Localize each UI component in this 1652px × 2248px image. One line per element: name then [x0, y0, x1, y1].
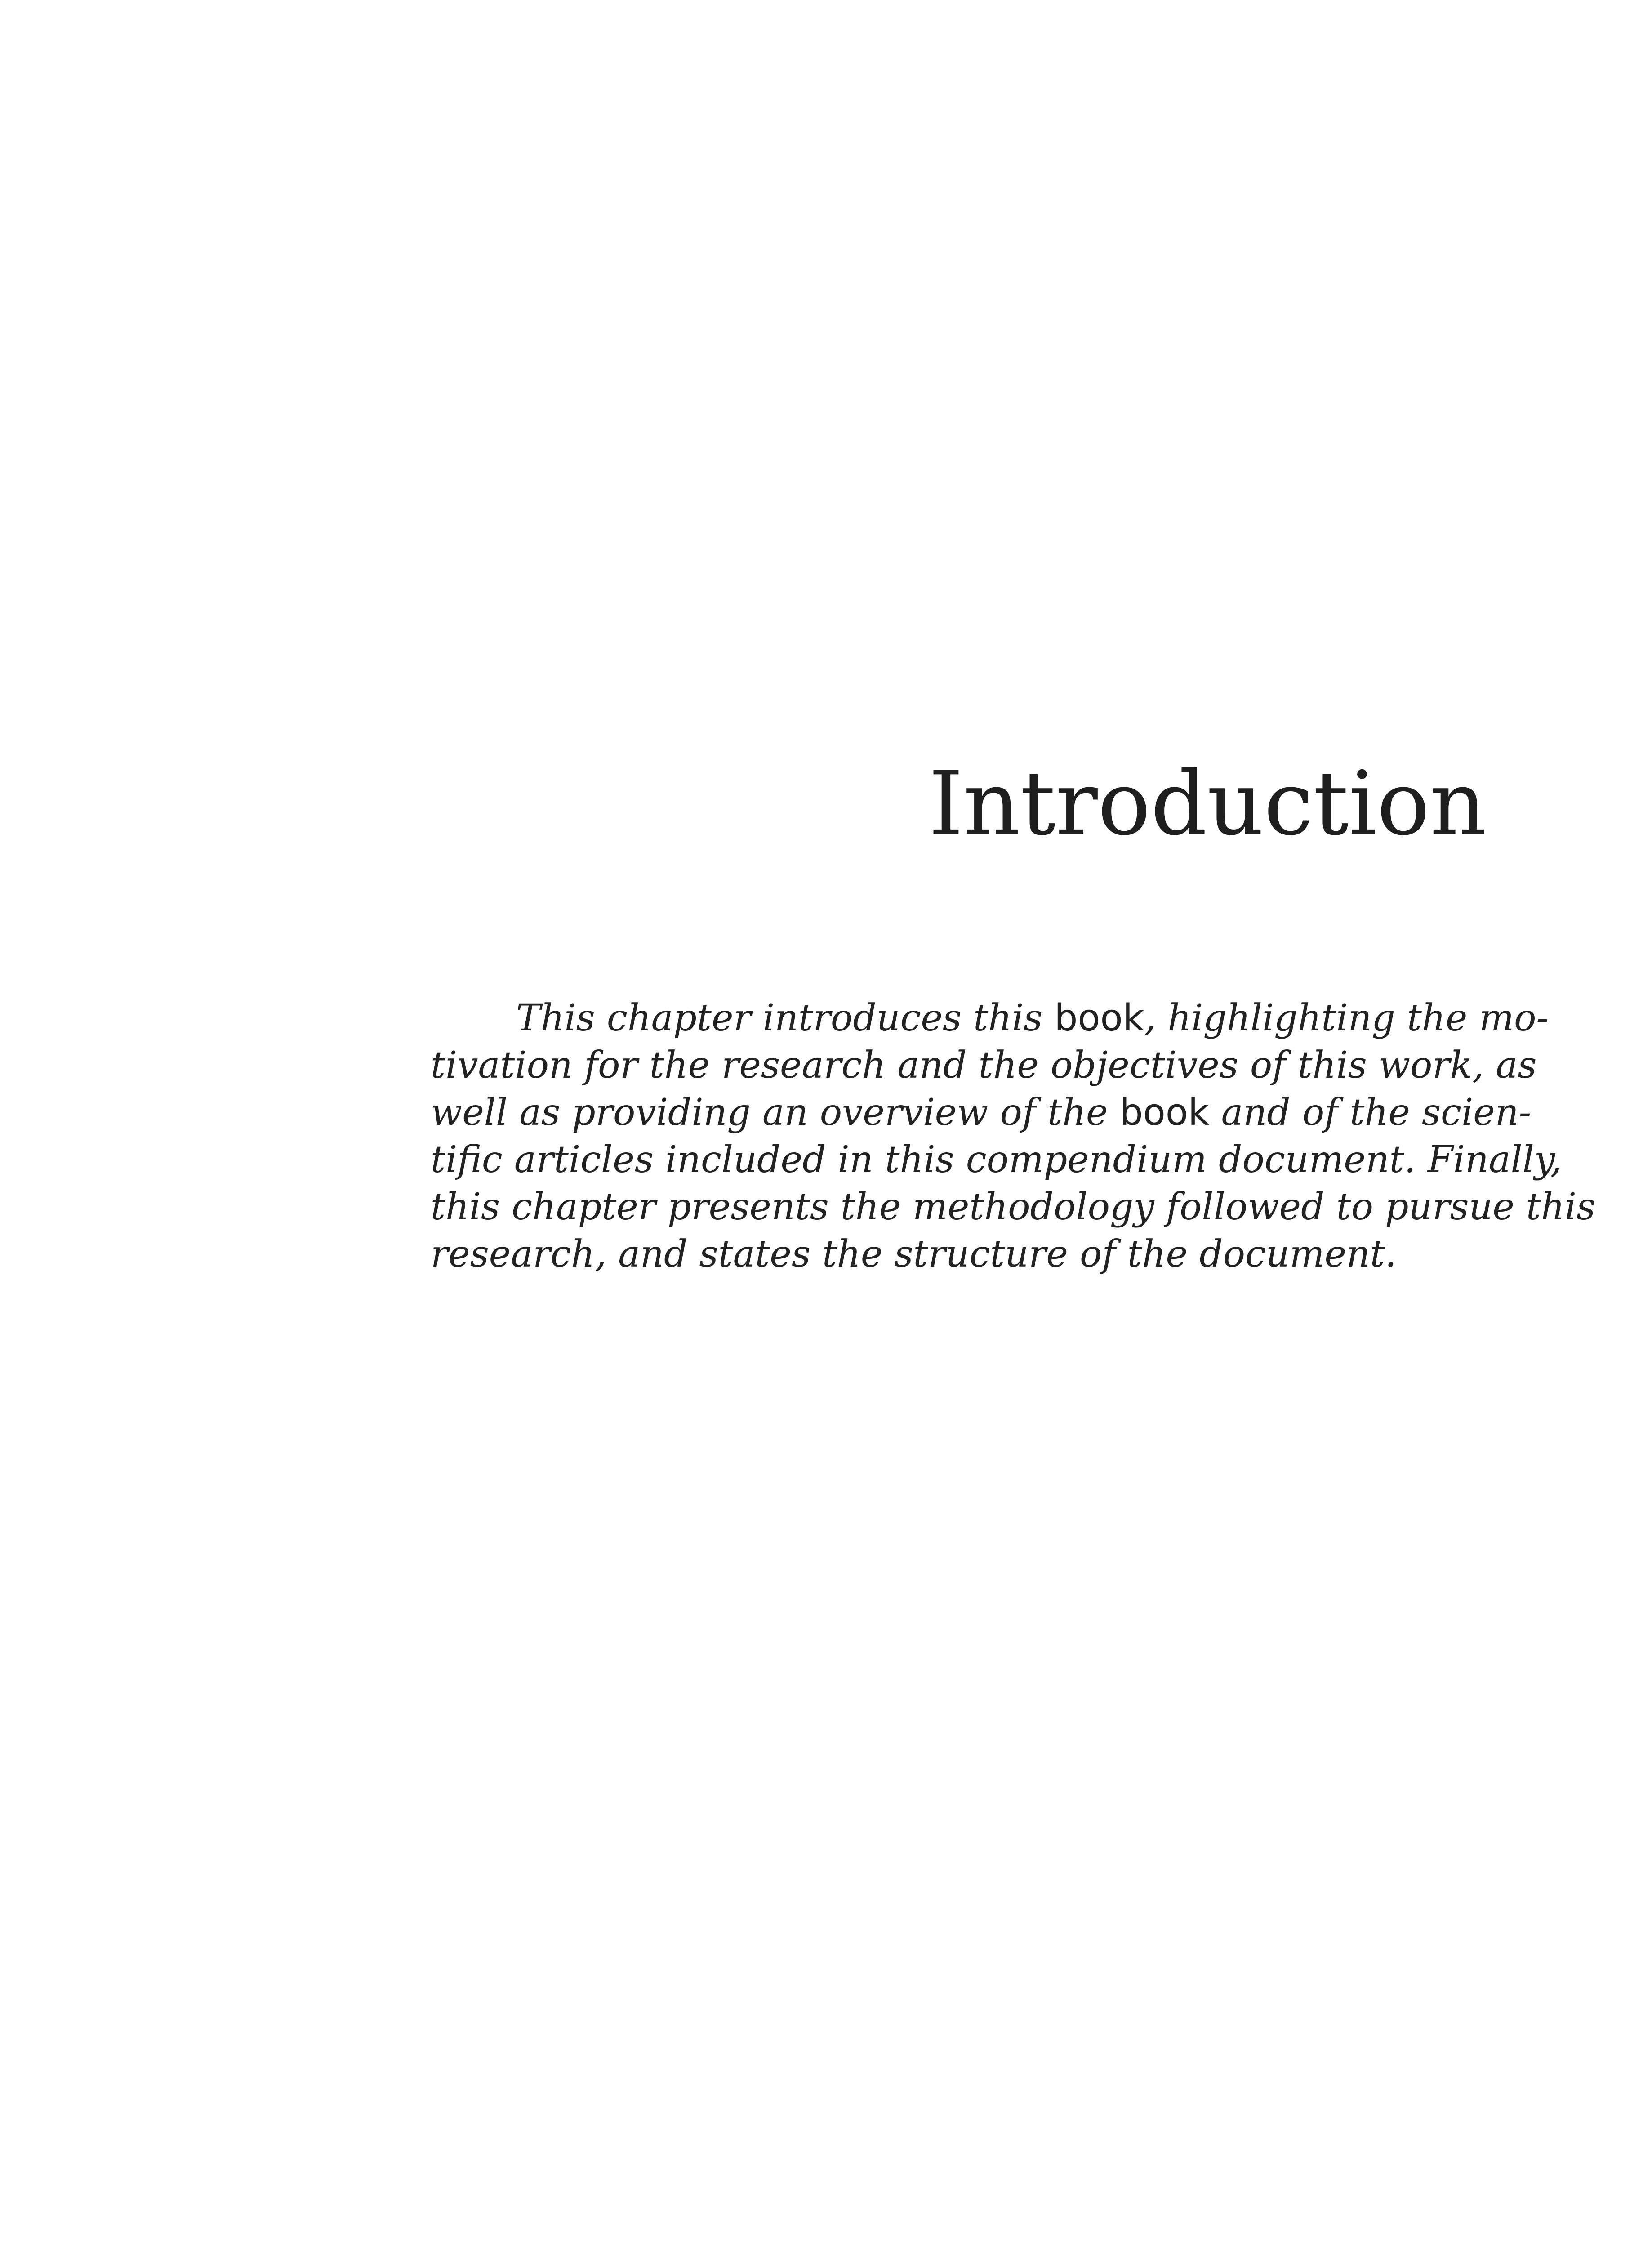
chapter-abstract: [431, 995, 1596, 1278]
abstract-line-5: this chapter presents the methodology followed to pursue this: [431, 1186, 1596, 1228]
abstract-line-1: This chapter introduces this book, highlighting the mo-: [516, 997, 1549, 1039]
book-term: book: [1119, 1091, 1210, 1134]
chapter-title: Introduction: [928, 753, 1487, 855]
abstract-line-4: tific articles included in this compendium document. Finally,: [431, 1138, 1562, 1181]
book-term: book: [1054, 997, 1144, 1039]
abstract-line-2: tivation for the research and the objectives of this work, as: [431, 1044, 1537, 1087]
abstract-line-3: well as providing an overview of the book and of the scien-: [431, 1091, 1532, 1134]
abstract-line-6: research, and states the structure of the document.: [431, 1233, 1397, 1276]
